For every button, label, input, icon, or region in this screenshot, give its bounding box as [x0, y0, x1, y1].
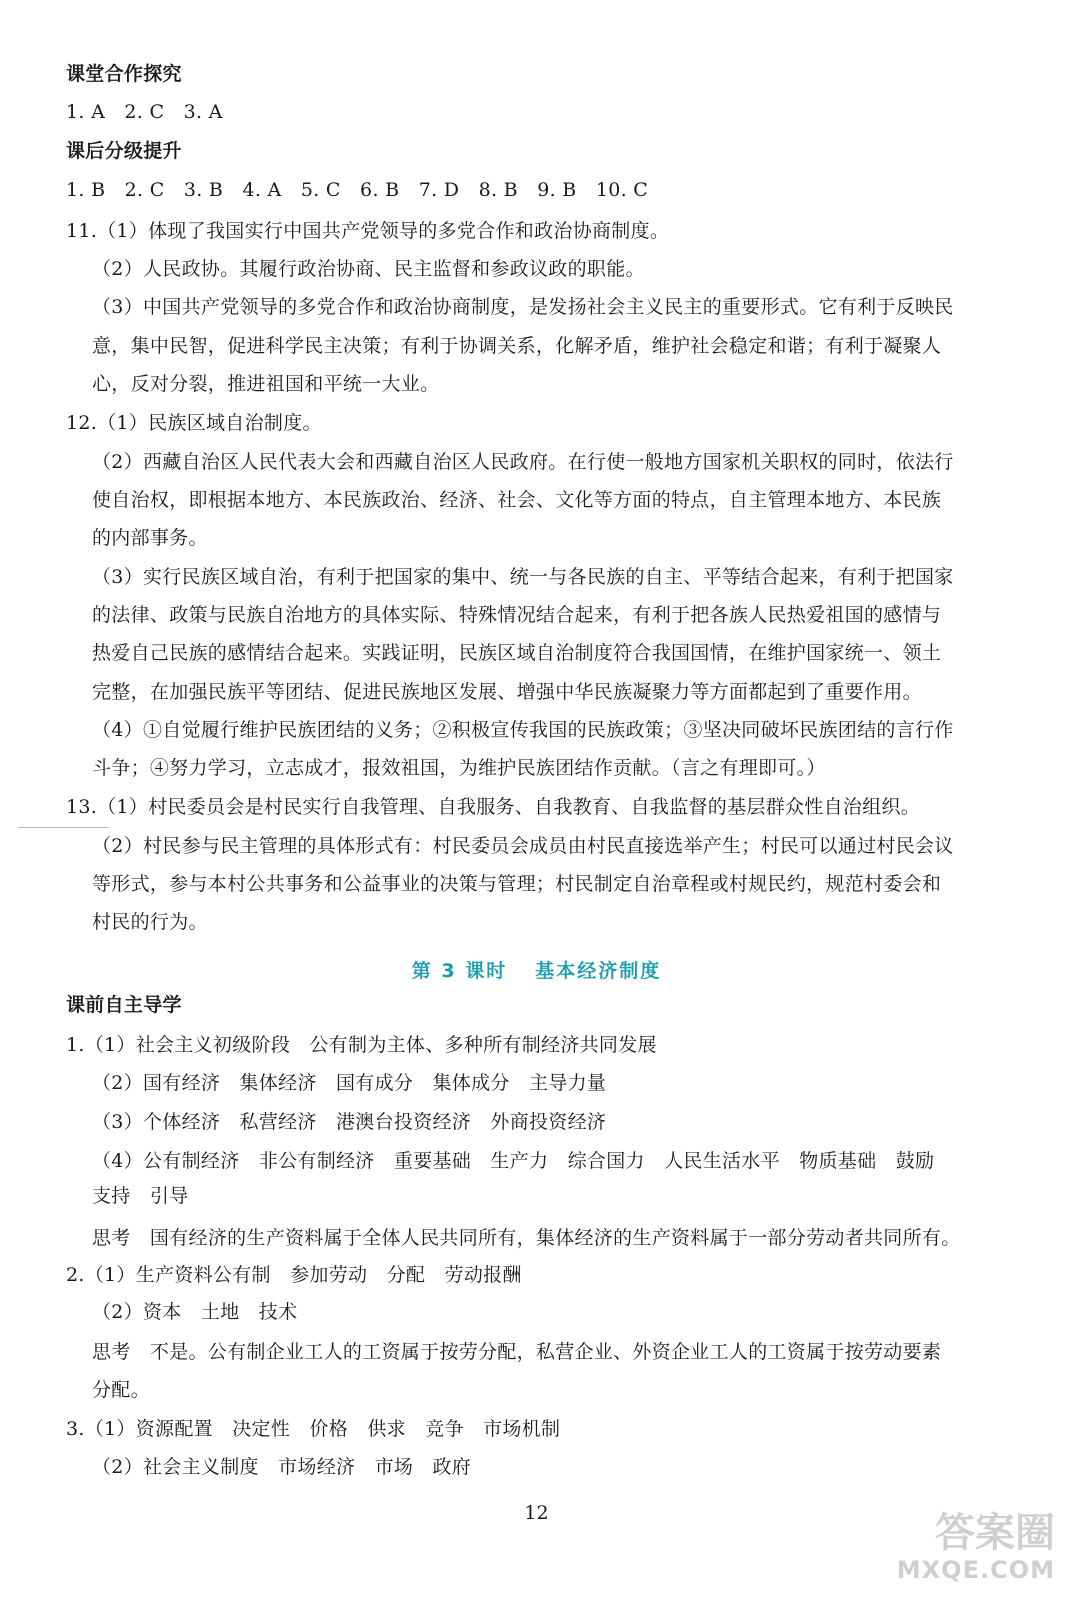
margin-divider	[18, 827, 108, 828]
watermark-text: 答案圈	[935, 1510, 1055, 1556]
q12-part3-line4: 完整，在加强民族平等团结、促进民族地区发展、增强中华民族凝聚力等方面都起到了重要作用。	[92, 681, 922, 703]
q12-part4-line1: （4）①自觉履行维护民族团结的义务；②积极宣传我国的民族政策；③坚决同破坏民族团结的言行作	[92, 719, 954, 741]
q12-part2-line3: 的内部事务。	[92, 527, 208, 549]
pre-q1-part4-line2: 支持 引导	[92, 1185, 189, 1207]
classroom-answers: 1. A 2. C 3. A	[66, 101, 223, 123]
page-number: 12	[524, 1502, 549, 1524]
watermark-url: MXQE.COM	[896, 1556, 1055, 1584]
q11-part3-line1: （3）中国共产党领导的多党合作和政治协商制度，是发扬社会主义民主的重要形式。它有利于反映民	[92, 296, 954, 318]
q11-part3-line2: 意，集中民智，促进科学民主决策；有利于协调关系，化解矛盾，维护社会稳定和谐；有利于凝聚人	[92, 335, 942, 357]
lesson-title	[0, 956, 1073, 983]
lesson-number: 第 3 课时	[411, 960, 508, 982]
q12-part3-line3: 热爱自己民族的感情结合起来。实践证明，民族区域自治制度符合我国国情，在维护国家统一、领土	[92, 642, 942, 664]
think-note-1: 思考 国有经济的生产资料属于全体人民共同所有，集体经济的生产资料属于一部分劳动者共同所有。	[92, 1227, 961, 1249]
q13-part2-line1: （2）村民参与民主管理的具体形式有：村民委员会成员由村民直接选举产生；村民可以通过村民会议	[92, 835, 954, 857]
pre-q2-part2: （2）资本 土地 技术	[92, 1301, 298, 1323]
q13-part2-line2: 等形式，参与本村公共事务和公益事业的决策与管理；村民制定自治章程或村规民约，规范村委会和	[92, 873, 942, 895]
pre-q1-part1: 1.（1）社会主义初级阶段 公有制为主体、多种所有制经济共同发展	[66, 1034, 657, 1056]
q12-part4-line2: 斗争；④努力学习，立志成才，报效祖国，为维护民族团结作贡献。（言之有理即可。）	[92, 757, 826, 779]
q11-part2: （2）人民政协。其履行政治协商、民主监督和参政议政的职能。	[92, 258, 645, 280]
q13-part2-line3: 村民的行为。	[92, 911, 208, 933]
q12-part1: 12.（1）民族区域自治制度。	[66, 412, 322, 434]
after-class-section-heading: 课后分级提升	[66, 140, 182, 162]
pre-q1-part3: （3）个体经济 私营经济 港澳台投资经济 外商投资经济	[92, 1111, 607, 1133]
watermark-logo	[885, 1510, 1055, 1592]
after-class-answers: 1. B 2. C 3. B 4. A 5. C 6. B 7. D 8. B 9. B 10. C	[66, 179, 649, 201]
q11-part3-line3: 心，反对分裂，推进祖国和平统一大业。	[92, 373, 440, 395]
pre-q3-part1: 3.（1）资源配置 决定性 价格 供求 竞争 市场机制	[66, 1418, 561, 1440]
pre-q1-part2: （2）国有经济 集体经济 国有成分 集体成分 主导力量	[92, 1072, 607, 1094]
think-note-2-line1: 思考 不是。公有制企业工人的工资属于按劳分配，私营企业、外资企业工人的工资属于按劳动要素	[92, 1341, 942, 1363]
pre-q2-part1: 2.（1）生产资料公有制 参加劳动 分配 劳动报酬	[66, 1264, 522, 1286]
pre-q3-part2: （2）社会主义制度 市场经济 市场 政府	[92, 1456, 472, 1478]
q11-part1: 11.（1）体现了我国实行中国共产党领导的多党合作和政治协商制度。	[66, 220, 670, 242]
think-note-2-line2: 分配。	[92, 1379, 150, 1401]
q13-part1: 13.（1）村民委员会是村民实行自我管理、自我服务、自我教育、自我监督的基层群众性自治组织。	[66, 796, 921, 818]
pre-q1-part4-line1: （4）公有制经济 非公有制经济 重要基础 生产力 综合国力 人民生活水平 物质基础 鼓励	[92, 1150, 935, 1172]
q12-part2-line1: （2）西藏自治区人民代表大会和西藏自治区人民政府。在行使一般地方国家机关职权的同时，依法行	[92, 451, 954, 473]
q12-part3-line1: （3）实行民族区域自治，有利于把国家的集中、统一与各民族的自主、平等结合起来，有利于把国家	[92, 566, 954, 588]
classroom-section-heading: 课堂合作探究	[66, 63, 182, 85]
pre-class-section-heading: 课前自主导学	[66, 994, 182, 1016]
q12-part3-line2: 的法律、政策与民族自治地方的具体实际、特殊情况结合起来，有利于把各族人民热爱祖国的感情与	[92, 604, 942, 626]
q12-part2-line2: 使自治权，即根据本地方、本民族政治、经济、社会、文化等方面的特点，自主管理本地方、本民族	[92, 489, 942, 511]
lesson-name: 基本经济制度	[535, 960, 662, 982]
